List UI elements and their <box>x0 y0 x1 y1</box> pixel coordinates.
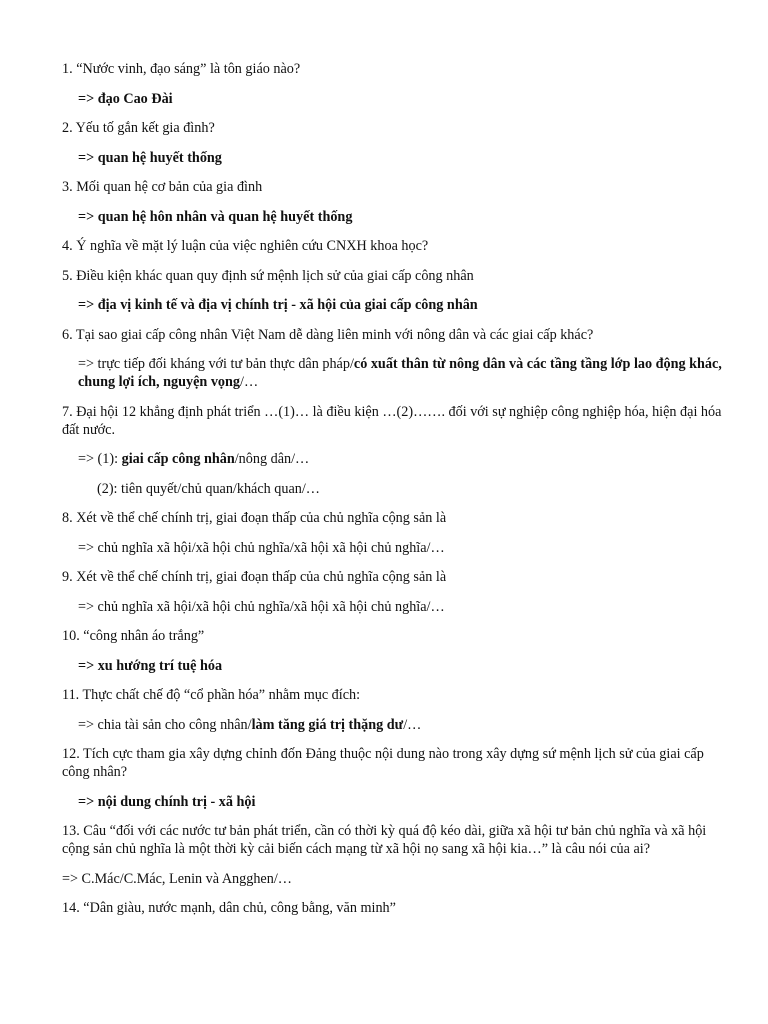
text: 10. “công nhân áo trắng” <box>62 628 205 644</box>
question-line <box>62 60 728 78</box>
question-line <box>62 119 728 137</box>
text: /… <box>403 716 422 733</box>
bold-text: => quan hệ huyết thống <box>78 149 222 166</box>
question-line <box>62 568 728 586</box>
text: => C.Mác/C.Mác, Lenin và Angghen/… <box>62 870 292 887</box>
answer-line <box>62 149 728 167</box>
question-line <box>62 822 728 858</box>
text: /nông dân/… <box>234 451 310 467</box>
text: 9. Xét về thể chế chính trị, giai đoạn thấp của chủ nghĩa cộng sản là <box>62 569 447 585</box>
bold-text: => nội dung chính trị - xã hội <box>78 793 256 810</box>
bold-text: giai cấp công nhân <box>121 451 235 467</box>
text: 6. Tại sao giai cấp công nhân Việt Nam dễ dàng liên minh với nông dân và các giai cấp khác? <box>62 326 594 343</box>
question-line <box>62 178 728 196</box>
bold-text: có xuất thân từ nông dân và các tầng tầng lớp lao động khác, chung lợi ích, nguyện vọng <box>78 356 722 390</box>
question-line <box>62 686 728 704</box>
answer-line <box>62 208 728 226</box>
text: 4. Ý nghĩa về mặt lý luận của việc nghiên cứu CNXH khoa học? <box>62 238 429 254</box>
question-line <box>62 509 728 527</box>
answer-line <box>62 539 728 557</box>
text: /… <box>240 374 259 390</box>
text: (2): tiên quyết/chủ quan/khách quan/… <box>97 480 320 497</box>
bold-text: => quan hệ hôn nhân và quan hệ huyết thống <box>78 208 353 225</box>
text: => chủ nghĩa xã hội/xã hội chủ nghĩa/xã hội xã hội chủ nghĩa/… <box>78 598 445 615</box>
answer-line <box>62 716 728 734</box>
text: => (1): <box>78 451 122 467</box>
question-line <box>62 899 728 917</box>
question-line <box>62 267 728 285</box>
text: 1. “Nước vinh, đạo sáng” là tôn giáo nào? <box>62 61 301 77</box>
text: => trực tiếp đối kháng với tư bản thực dân pháp/ <box>78 356 354 372</box>
question-line <box>62 627 728 645</box>
text: 2. Yếu tố gắn kết gia đình? <box>62 120 215 136</box>
answer-line <box>62 296 728 314</box>
answer-line <box>62 355 728 391</box>
text: 12. Tích cực tham gia xây dựng chỉnh đốn Đảng thuộc nội dung nào trong xây dựng sứ mệnh lịch sử của giai cấp công nhân? <box>62 746 704 780</box>
text: 11. Thực chất chế độ “cổ phần hóa” nhằm mục đích: <box>62 687 361 703</box>
text: 8. Xét về thể chế chính trị, giai đoạn thấp của chủ nghĩa cộng sản là <box>62 510 447 526</box>
question-line <box>62 326 728 344</box>
text: 7. Đại hội 12 khẳng định phát triển …(1)… là điều kiện …(2)……. đối với sự nghiệp công nghiệp hóa, hiện đại hóa đất nước. <box>62 403 722 438</box>
bold-text: => đạo Cao Đài <box>78 90 173 107</box>
answer-line <box>62 450 728 468</box>
bold-text: => xu hướng trí tuệ hóa <box>78 657 223 674</box>
text: 13. Câu “đối với các nước tư bản phát triển, cần có thời kỳ quá độ kéo dài, giữa xã hội tư bản chủ nghĩa và xã hội cộng sản chủ nghĩa là một thời kỳ cải biến cách mạng từ xã hội nọ sang xã hội kia…” là câu nói của ai? <box>62 823 707 857</box>
answer-line <box>62 657 728 675</box>
text: 5. Điều kiện khác quan quy định sứ mệnh lịch sử của giai cấp công nhân <box>62 267 474 284</box>
bold-text: => địa vị kinh tế và địa vị chính trị - xã hội của giai cấp công nhân <box>78 297 478 313</box>
answer-line <box>62 870 728 888</box>
question-line <box>62 237 728 255</box>
text: => chia tài sản cho công nhân/ <box>78 716 252 733</box>
answer-line <box>62 90 728 108</box>
answer-line <box>62 598 728 616</box>
text: => chủ nghĩa xã hội/xã hội chủ nghĩa/xã hội xã hội chủ nghĩa/… <box>78 539 445 556</box>
question-line <box>62 745 728 781</box>
answer-line <box>62 480 728 498</box>
text: 14. “Dân giàu, nước mạnh, dân chủ, công bằng, văn minh” <box>62 900 396 916</box>
bold-text: làm tăng giá trị thặng dư <box>251 716 404 733</box>
question-line <box>62 403 728 439</box>
answer-line <box>62 793 728 811</box>
text: 3. Mối quan hệ cơ bản của gia đình <box>62 179 263 195</box>
